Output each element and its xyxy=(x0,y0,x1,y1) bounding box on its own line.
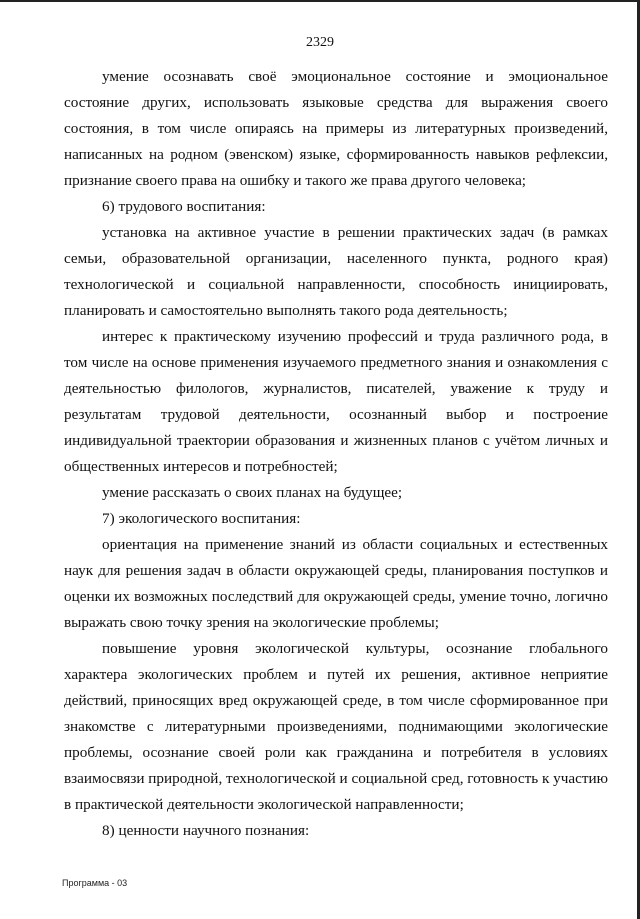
scan-edge-top xyxy=(0,0,640,2)
paragraph: установка на активное участие в решении практических задач (в рамках семьи, образовательной организации, населенного пункта, родного края) технологической и социальной направленности, способность инициировать, планировать и самостоятельно выполнять такого рода деятельность; xyxy=(64,224,608,319)
paragraph: повышение уровня экологической культуры, осознание глобального характера экологических проблем и путей их решения, активное неприятие действий, приносящих вред окружающей среде, в том числе сформированное при знакомстве с литературными произведениями, поднимающими экологические проблемы, осознание своей роли как гражданина и потребителя в условиях взаимосвязи природной, технологической и социальной сред, готовность к участию в практической деятельности экологической направленности; xyxy=(64,640,608,813)
paragraph: ориентация на применение знаний из области социальных и естественных наук для решения задач в области окружающей среды, планирования поступков и оценки их возможных последствий для окружающей среды, умение точно, логично выражать свою точку зрения на экологические проблемы; xyxy=(64,536,608,631)
section-heading: 8) ценности научного познания: xyxy=(102,822,310,839)
paragraph: умение осознавать своё эмоциональное состояние и эмоциональное состояние других, использовать языковые средства для выражения своего состояния, в том числе опираясь на примеры из литературных произведений, написанных на родном (эвенском) языке, сформированность навыков рефлексии, признание своего права на ошибку и такого же права другого человека; xyxy=(64,68,608,189)
paragraph: умение рассказать о своих планах на будущее; xyxy=(102,484,403,501)
page-number: 2329 xyxy=(306,35,334,50)
paragraph: интерес к практическому изучению профессий и труда различного рода, в том числе на основе применения изучаемого предметного знания и ознакомления с деятельностью филологов, журналистов, писателей, уважение к труду и результатам трудовой деятельности, осознанный выбор и построение индивидуальной траектории образования и жизненных планов с учётом личных и общественных интересов и потребностей; xyxy=(64,328,608,475)
body-text xyxy=(64,64,608,844)
section-heading: 7) экологического воспитания: xyxy=(102,510,301,527)
footer-label: Программа - 03 xyxy=(62,878,128,888)
section-heading: 6) трудового воспитания: xyxy=(102,198,266,215)
